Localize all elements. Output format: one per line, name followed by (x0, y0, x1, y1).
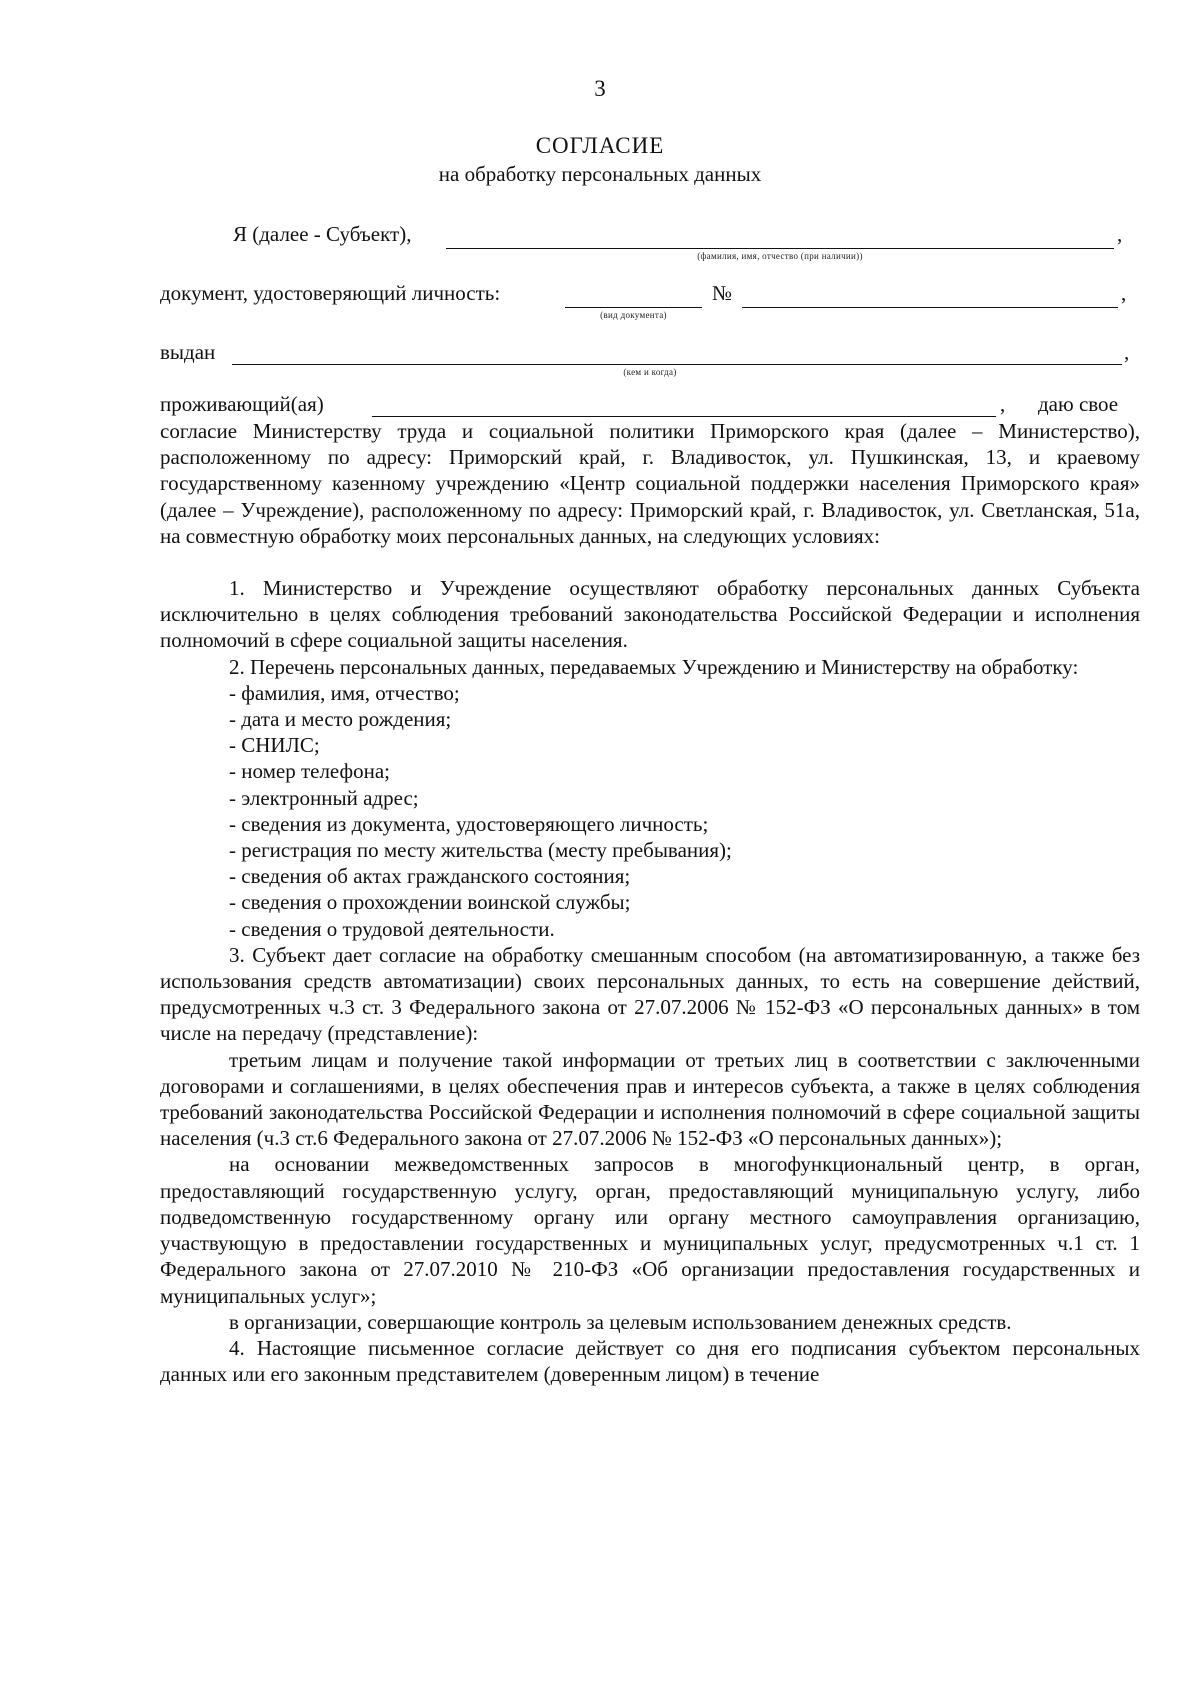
list-item: - сведения об актах гражданского состояния; (229, 864, 631, 889)
residing-label: проживающий(ая) (160, 392, 324, 416)
list-item: - сведения из документа, удостоверяющего личность; (229, 811, 709, 836)
id-doc-type-field[interactable] (565, 306, 702, 308)
residing-address-field[interactable] (372, 415, 996, 417)
number-sign: № (712, 281, 733, 305)
clause-3-third-parties: третьим лицам и получение такой информации от третьих лиц в соответствии с заключенными договорами и соглашениями, в целях обеспечения прав и интересов субъекта, а также в целях соблюдения требований законодательства Российской Федерации и исполнения полномочий в сфере социальной защиты населения (ч.3 ст.6 Федерального закона от 27.07.2006 № 152-ФЗ «О персональных данных»); (160, 1047, 1140, 1151)
clause-3-control-orgs: в организации, совершающие контроль за целевым использованием денежных средств. (229, 1309, 1012, 1334)
list-item: - сведения о прохождении воинской службы; (229, 890, 631, 915)
id-doc-comma: , (1121, 281, 1127, 305)
subject-name-field[interactable] (446, 247, 1114, 249)
subject-label: Я (далее - Субъект), (233, 222, 412, 246)
document-title: СОГЛАСИЕ (535, 133, 665, 158)
issued-comma: , (1124, 340, 1130, 364)
residing-comma: , (1000, 392, 1006, 416)
issued-by-field[interactable] (232, 363, 1122, 365)
issued-hint: (кем и когда) (623, 367, 677, 377)
clause-3: 3. Субъект дает согласие на обработку смешанным способом (на автоматизированную, а также без использования средств автоматизации) своих персональных данных, то есть на совершение действий, предусмотренных ч.3 ст. 3 Федерального закона от 27.07.2006 № 152-ФЗ «О персональных данных» в том числе на передачу (представление): (160, 942, 1140, 1046)
intro-paragraph: согласие Министерству труда и социальной политики Приморского края (далее – Министерство), расположенному по адресу: Приморский край, г. Владивосток, ул. Пушкинская, 13, и краевому государственному казенному учреждению «Центр социальной поддержки населения Приморского края» (далее – Учреждение), расположенному по адресу: Приморский край, г. Владивосток, ул. Светланская, 51а, на совместную обработку моих персональных данных, на следующих условиях: (160, 419, 1140, 548)
subject-comma: , (1117, 222, 1123, 246)
list-item: - электронный адрес; (229, 785, 419, 810)
issued-label: выдан (160, 340, 216, 364)
list-item: - СНИЛС; (229, 733, 320, 758)
clause-2: 2. Перечень персональных данных, передаваемых Учреждению и Министерству на обработку: (229, 654, 1079, 679)
subject-hint: (фамилия, имя, отчество (при наличии)) (697, 251, 863, 261)
list-item: - фамилия, имя, отчество; (229, 680, 460, 705)
clause-1: 1. Министерство и Учреждение осуществляют обработку персональных данных Субъекта исключительно в целях соблюдения требований законодательства Российской Федерации и исполнения полномочий в сфере социальной защиты населения. (160, 576, 1140, 653)
list-item: - сведения о трудовой деятельности. (229, 916, 555, 941)
document-body (160, 418, 1140, 1387)
clause-4: 4. Настоящие письменное согласие действует со дня его подписания субъектом персональных данных или его законным представителем (доверенным лицом) в течение (160, 1335, 1140, 1387)
id-doc-hint: (вид документа) (600, 310, 667, 320)
id-doc-number-field[interactable] (742, 306, 1118, 308)
list-item: - регистрация по месту жительства (месту пребывания); (229, 838, 732, 863)
id-doc-label: документ, удостоверяющий личность: (160, 281, 501, 305)
document-subtitle: на обработку персональных данных (438, 162, 762, 186)
clause-3-interagency: на основании межведомственных запросов в многофункциональный центр, в орган, предоставляющий государственную услугу, орган, предоставляющий муниципальную услугу, либо подведомственную государственному органу или органу местного самоуправления организацию, участвующую в предоставлении государственных и муниципальных услуг, предусмотренных ч.1 ст. 1 Федерального закона от 27.07.2010 № 210-ФЗ «Об организации предоставления государственных и муниципальных услуг»; (160, 1152, 1140, 1308)
page-number: 3 (594, 76, 606, 101)
list-item: - дата и место рождения; (229, 707, 452, 732)
list-item: - номер телефона; (229, 759, 390, 784)
consent-start-text: даю свое (1038, 392, 1119, 416)
